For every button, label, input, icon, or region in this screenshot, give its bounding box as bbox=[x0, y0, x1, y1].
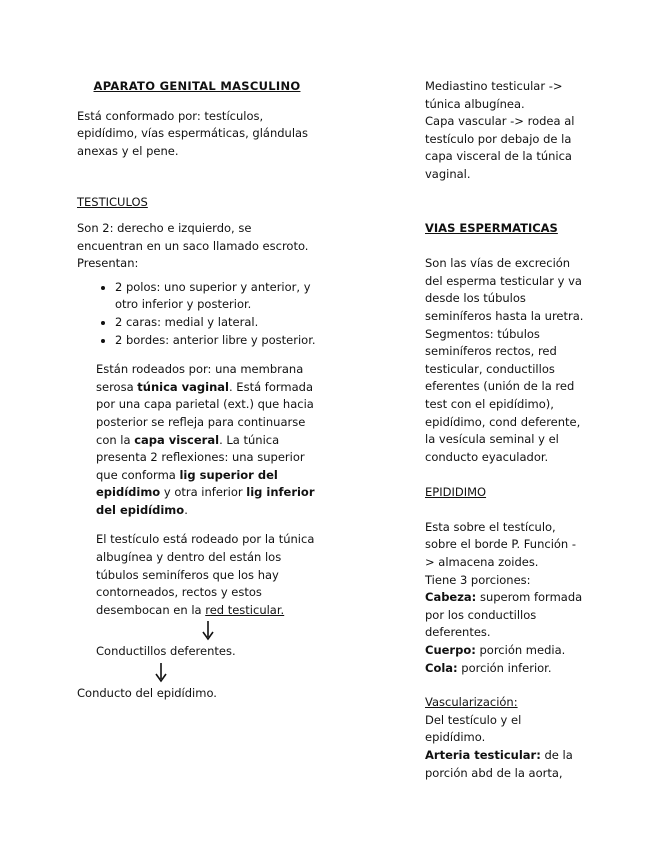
cola-label: Cola: bbox=[425, 660, 458, 675]
conducto-text: Conducto del epidídimo. bbox=[77, 686, 217, 701]
term-lig-superior: lig superior del epidídimo bbox=[96, 467, 278, 500]
intro-paragraph: Está conformado por: testículos, epidídimo, vías espermáticas, glándulas anexas y el pene. bbox=[77, 108, 309, 158]
capa-vascular-text: Capa vascular -> rodea al testículo por debajo de la capa visceral de la túnica vaginal. bbox=[425, 114, 575, 181]
vascularizacion-heading: Vascularización: bbox=[425, 695, 518, 710]
rodeados-paragraph bbox=[96, 361, 317, 519]
list-item: • 2 caras: medial y lateral. bbox=[115, 314, 317, 332]
vias-paragraph: Son las vías de excreción del esperma testicular y va desde los túbulos seminíferos hasta la uretra. Segmentos: túbulos seminíferos rectos, red testicular, conductillos eferentes (unión de la red test con el epidídimo), epidídimo, cond deferente, la vesícula seminal y el conducto eyaculador. bbox=[425, 256, 584, 464]
epididimo-heading: EPIDIDIMO bbox=[425, 485, 487, 500]
text-run: El testículo está rodeado por la túnica albugínea y dentro del están los túbulos seminíferos que los hay contorneados, rectos y estos desembocan en la bbox=[96, 532, 315, 617]
term-red-testicular: red testicular. bbox=[205, 602, 285, 617]
cabeza-label: Cabeza: bbox=[425, 590, 477, 605]
arteria-line bbox=[425, 747, 585, 782]
albuginea-paragraph bbox=[96, 531, 317, 619]
text-run: porción media. bbox=[475, 643, 566, 658]
document-title: APARATO GENITAL MASCULINO bbox=[93, 79, 301, 93]
vascularizacion-text: Del testículo y el epidídimo. bbox=[425, 712, 522, 745]
list-item: • 2 polos: uno superior y anterior, y otro inferior y posterior. bbox=[115, 279, 317, 314]
cuerpo-label: Cuerpo: bbox=[425, 643, 476, 658]
text-run: porción inferior. bbox=[457, 660, 552, 675]
text-run: Están rodeados por: una membrana serosa bbox=[96, 362, 304, 394]
arrow-down-icon bbox=[77, 619, 317, 643]
testiculos-intro: Son 2: derecho e izquierdo, se encuentran en un saco llamado escroto. Presentan: bbox=[77, 220, 309, 271]
right-column bbox=[425, 78, 585, 782]
text-run: de la porción abd de la aorta, bbox=[425, 748, 573, 780]
text-run: superom formada por los conductillos deferentes. bbox=[425, 590, 583, 640]
testiculos-heading: TESTICULOS bbox=[77, 195, 148, 210]
mediastino-text: Mediastino testicular -> túnica albugínea. bbox=[425, 79, 563, 111]
arrow-down-icon bbox=[77, 661, 317, 685]
term-capa-visceral: capa visceral bbox=[134, 432, 220, 447]
porciones-text: Tiene 3 porciones: bbox=[425, 572, 531, 587]
text-run: y otra inferior bbox=[160, 485, 247, 500]
left-column bbox=[77, 78, 317, 703]
cabeza-line bbox=[425, 589, 585, 642]
cuerpo-line bbox=[425, 642, 585, 660]
arteria-label: Arteria testicular: bbox=[425, 748, 541, 762]
cola-line bbox=[425, 660, 585, 678]
text-run: . Está formada por una capa parietal (ext.) que hacia posterior se refleja para continuarse con la bbox=[96, 379, 314, 447]
text-run: . La túnica presenta 2 reflexiones: una superior que conforma bbox=[96, 432, 305, 482]
term-tunica-vaginal: túnica vaginal bbox=[137, 379, 229, 394]
testiculos-list bbox=[77, 279, 317, 349]
text-run: . bbox=[184, 502, 188, 517]
list-item: • 2 bordes: anterior libre y posterior. bbox=[115, 332, 317, 350]
conductillos-text: Conductillos deferentes. bbox=[96, 644, 236, 659]
term-lig-inferior: lig inferior del epidídimo bbox=[96, 485, 315, 517]
epididimo-paragraph: Esta sobre el testículo, sobre el borde P. Función -> almacena zoides. bbox=[425, 519, 577, 570]
vias-heading: VIAS ESPERMATICAS bbox=[425, 220, 558, 235]
